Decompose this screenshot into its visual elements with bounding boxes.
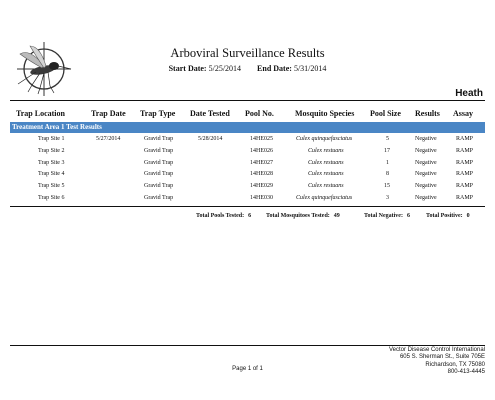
cell-pool-no: 14HE028: [250, 171, 273, 178]
total-negative: [364, 213, 410, 219]
total-mosquitoes: [266, 213, 340, 219]
total-mosquitoes-label: Total Mosquitoes Tested:: [266, 213, 330, 219]
col-results: Results: [415, 109, 440, 118]
col-pool-size: Pool Size: [370, 109, 401, 118]
cell-trap-type: Gravid Trap: [144, 147, 174, 154]
end-date-label: End Date:: [257, 64, 292, 73]
cell-result: Negative: [415, 147, 437, 154]
cell-trap-date: 5/27/2014: [96, 136, 121, 142]
footer-divider: [10, 345, 485, 346]
cell-pool-size: 5: [386, 136, 389, 142]
cell-location: Trap Site 3: [38, 159, 65, 166]
cell-location: Trap Site 1: [38, 136, 65, 142]
cell-pool-no: 14HE025: [250, 136, 273, 142]
cell-pool-no: 14HE026: [250, 147, 273, 154]
total-positive-value: 0: [466, 213, 470, 219]
col-date-tested: Date Tested: [190, 109, 230, 118]
col-trap-date: Trap Date: [91, 109, 126, 118]
table-row: [10, 134, 485, 146]
cell-pool-no: 14HE027: [250, 159, 273, 166]
total-positive: [426, 213, 470, 219]
col-assay: Assay: [453, 109, 474, 118]
cell-trap-type: Gravid Trap: [144, 183, 174, 190]
start-date-value: 5/25/2014: [208, 64, 242, 73]
table-row: [10, 181, 485, 193]
col-trap-location: Trap Location: [16, 109, 65, 118]
cell-pool-size: 17: [384, 147, 390, 154]
total-pools-label: Total Pools Tested:: [196, 213, 245, 219]
cell-assay: RAMP: [456, 183, 474, 190]
cell-species: Culex restuans: [308, 159, 344, 166]
table-end-divider: [10, 206, 485, 207]
total-negative-value: 6: [406, 213, 410, 219]
start-date-label: Start Date:: [168, 64, 207, 73]
col-trap-type: Trap Type: [140, 109, 176, 118]
section-header: Treatment Area 1 Test Results: [10, 122, 485, 133]
cell-result: Negative: [415, 171, 437, 178]
cell-species: Culex quinquefasciatus: [296, 194, 353, 201]
cell-species: Culex restuans: [308, 147, 344, 154]
total-pools: [196, 213, 251, 219]
cell-assay: RAMP: [456, 136, 474, 142]
cell-species: Culex restuans: [308, 171, 344, 178]
company-phone: 800-413-4445: [447, 368, 485, 375]
cell-assay: RAMP: [456, 171, 474, 178]
cell-pool-no: 14HE030: [250, 194, 273, 201]
cell-trap-type: Gravid Trap: [144, 171, 174, 178]
col-pool-no: Pool No.: [245, 109, 274, 118]
cell-assay: RAMP: [456, 147, 474, 154]
cell-date-tested: 5/28/2014: [198, 136, 223, 142]
cell-trap-type: Gravid Trap: [144, 194, 174, 201]
table-row: [10, 158, 485, 170]
cell-assay: RAMP: [456, 194, 474, 201]
table-row: [10, 146, 485, 158]
total-mosquitoes-value: 49: [333, 213, 340, 219]
cell-species: Culex restuans: [308, 183, 344, 190]
cell-result: Negative: [415, 159, 437, 166]
cell-trap-type: Gravid Trap: [144, 136, 174, 142]
col-mosquito-species: Mosquito Species: [295, 109, 355, 118]
cell-pool-no: 14HE029: [250, 183, 273, 190]
total-positive-label: Total Positive:: [426, 213, 463, 219]
cell-trap-type: Gravid Trap: [144, 159, 174, 166]
date-range: [0, 64, 495, 73]
company-name: Vector Disease Control International: [388, 347, 485, 353]
page-number: Page 1 of 1: [232, 366, 263, 372]
cell-location: Trap Site 5: [38, 183, 65, 190]
cell-pool-size: 1: [386, 159, 389, 166]
report-title: Arboviral Surveillance Results: [170, 46, 325, 60]
cell-location: Trap Site 6: [38, 194, 65, 201]
cell-pool-size: 15: [384, 183, 390, 190]
table-row: [10, 193, 485, 205]
total-negative-label: Total Negative:: [364, 213, 403, 219]
cell-result: Negative: [415, 136, 437, 142]
cell-result: Negative: [415, 194, 437, 201]
company-street: 605 S. Sherman St., Suite 705E: [399, 354, 485, 361]
company-city: Richardson, TX 75080: [425, 361, 485, 368]
total-pools-value: 6: [248, 213, 252, 219]
cell-result: Negative: [415, 183, 437, 190]
cell-assay: RAMP: [456, 159, 474, 166]
location-name: Heath: [455, 88, 483, 99]
header-divider: [10, 100, 485, 101]
table-row: [10, 169, 485, 181]
results-table: [10, 134, 485, 205]
cell-species: Culex quinquefasciatus: [296, 136, 353, 142]
cell-location: Trap Site 4: [38, 171, 65, 178]
end-date-value: 5/31/2014: [293, 64, 327, 73]
cell-location: Trap Site 2: [38, 147, 65, 154]
cell-pool-size: 8: [386, 171, 389, 178]
cell-pool-size: 3: [386, 194, 389, 201]
